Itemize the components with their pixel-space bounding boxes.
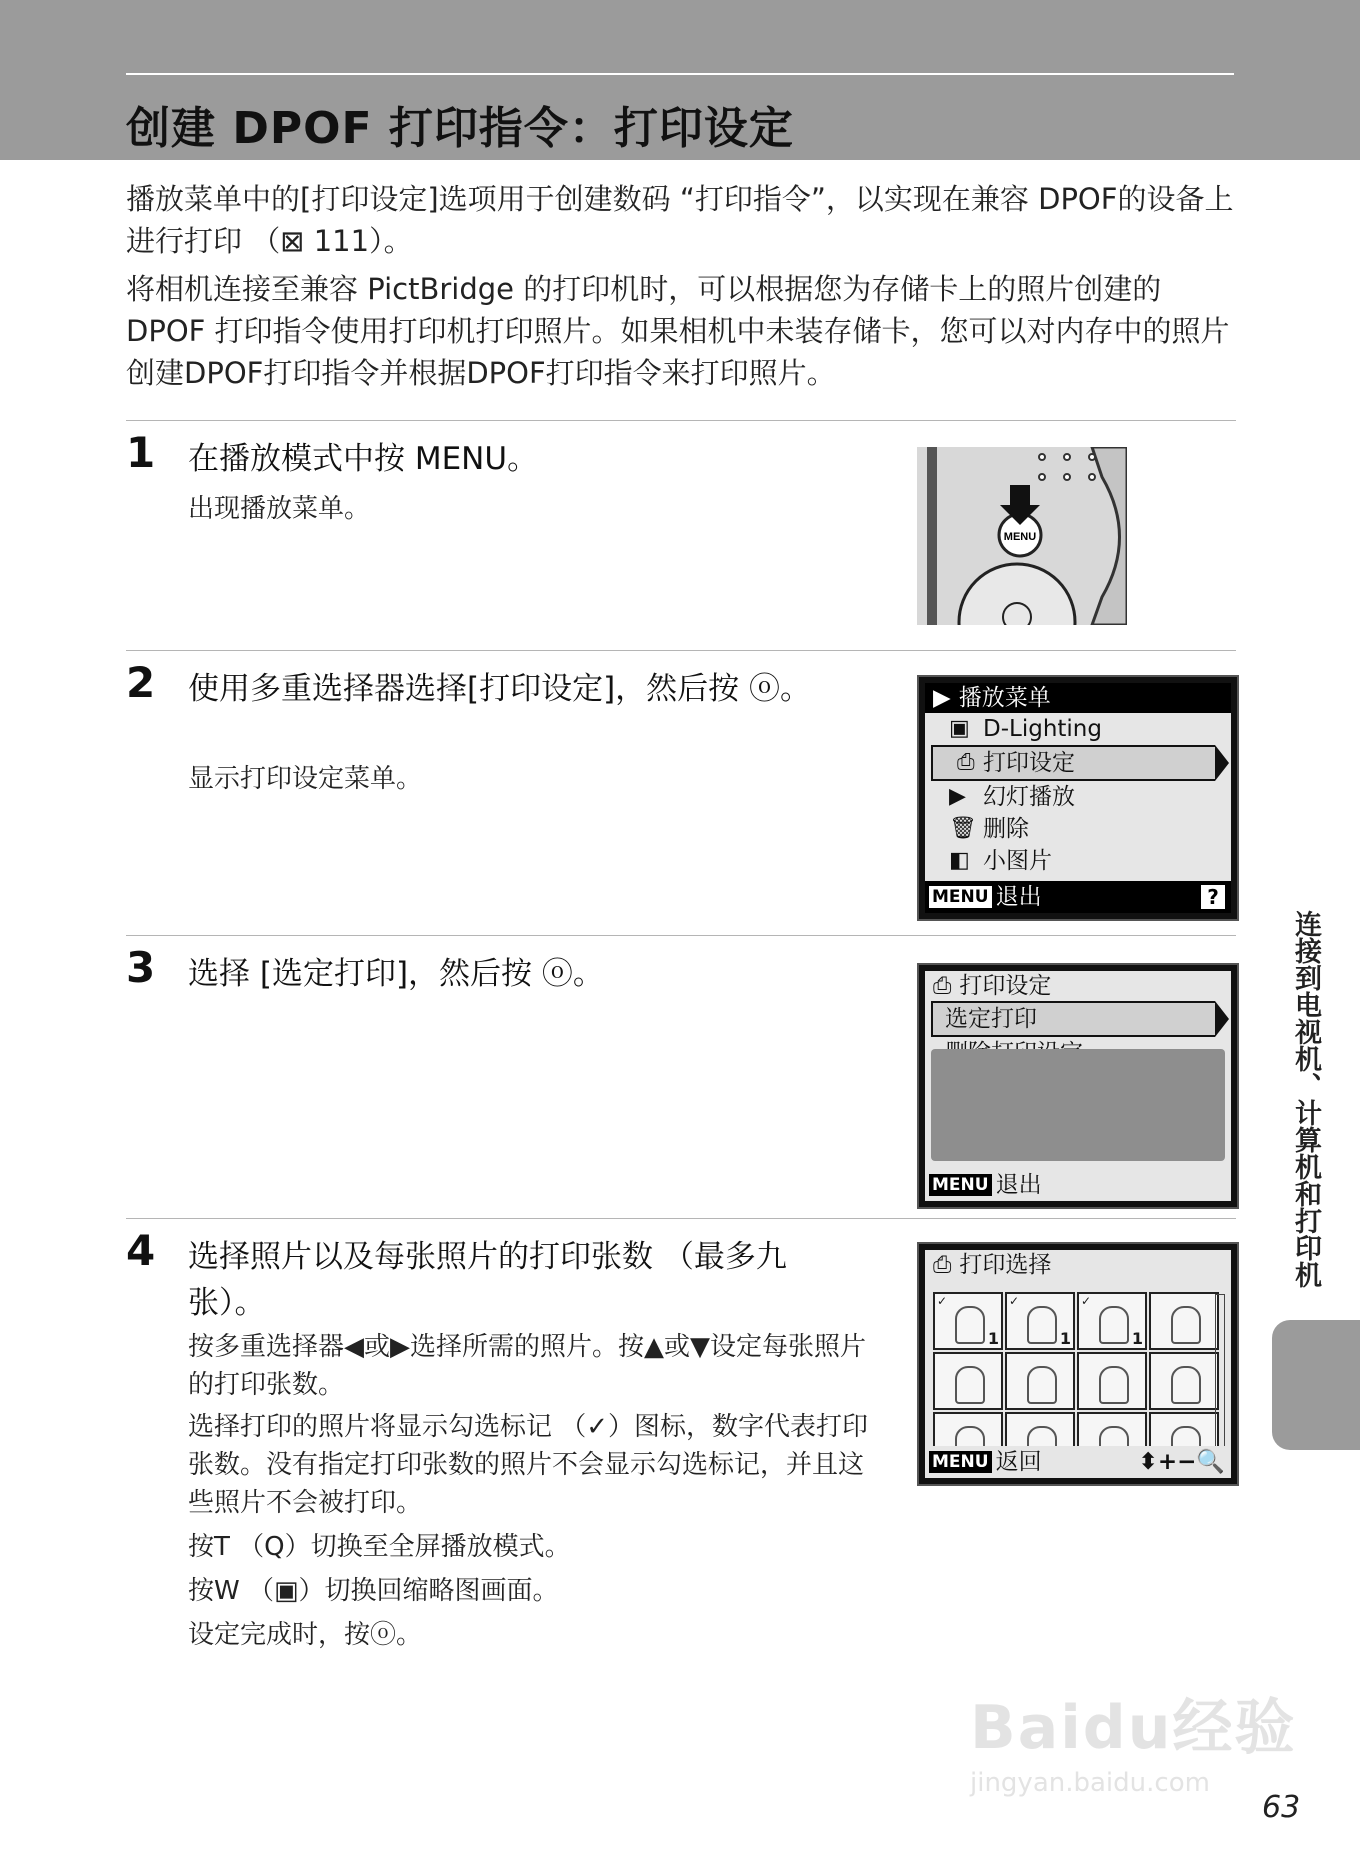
step-4-desc-3: 按T （Q）切换至全屏播放模式。 xyxy=(188,1532,571,1562)
slideshow-icon: ▶ xyxy=(949,784,966,809)
menu-item-small-picture[interactable] xyxy=(925,845,1231,877)
step-4-number: 4 xyxy=(126,1226,156,1275)
photo-subject xyxy=(1027,1366,1057,1404)
back-label: 返回 xyxy=(995,1449,1042,1475)
photo-subject xyxy=(1171,1366,1201,1404)
menu-badge: MENU xyxy=(929,1451,992,1473)
menu-item-label: 删除 xyxy=(983,816,1029,842)
step-4-desc-1: 按多重选择器◀或▶选择所需的照片。按▲或▼设定每张照片的打印张数。 xyxy=(188,1332,866,1400)
menu-badge: MENU xyxy=(929,886,992,908)
blank-panel xyxy=(931,1049,1225,1161)
page-title: 创建 DPOF 打印指令：打印设定 xyxy=(126,103,794,154)
divider xyxy=(126,420,1236,421)
menu-item-d-lighting[interactable] xyxy=(925,713,1231,745)
menu-item-selected-print[interactable]: 选定打印 xyxy=(931,1001,1215,1037)
thumbnail[interactable] xyxy=(1077,1352,1147,1410)
menu-item-print-set[interactable] xyxy=(931,745,1215,781)
print-set-header xyxy=(925,971,1231,1001)
menu-button-label: MENU xyxy=(1003,531,1037,543)
menu-item-delete[interactable] xyxy=(925,813,1231,845)
photo-subject xyxy=(1027,1306,1057,1344)
thumbnail[interactable] xyxy=(933,1292,1003,1350)
thumbnail[interactable] xyxy=(1005,1352,1075,1410)
check-mark-icon: ✓ xyxy=(1009,1294,1020,1308)
playback-menu-screen xyxy=(917,675,1239,921)
page-number: 63 xyxy=(1262,1790,1301,1825)
divider xyxy=(126,935,1236,936)
print-icon: ⎙ xyxy=(957,750,975,775)
menu-item-label: 幻灯播放 xyxy=(983,784,1075,810)
step-1-number: 1 xyxy=(126,428,156,477)
intro-paragraph-2: 将相机连接至兼容 PictBridge 的打印机时，可以根据您为存储卡上的照片创建的 DPOF 打印指令使用打印机打印照片。如果相机中未装存储卡，您可以对内存中的照片创建DPOF打印指令并根据DPOF打印指令来打印照片。 xyxy=(126,272,1230,390)
thumbnail[interactable] xyxy=(933,1352,1003,1410)
thumbnail[interactable] xyxy=(1005,1292,1075,1350)
exit-label: 退出 xyxy=(995,884,1042,910)
playback-menu-header xyxy=(925,683,1231,713)
print-count: 1 xyxy=(987,1329,999,1348)
thumbnail[interactable] xyxy=(1149,1352,1219,1410)
print-set-title: 打印设定 xyxy=(959,973,1052,999)
check-mark-icon: ✓ xyxy=(937,1294,948,1308)
divider xyxy=(126,650,1236,651)
step-4-desc-4: 按W （▣）切换回缩略图画面。 xyxy=(188,1576,559,1606)
baidu-watermark-url: jingyan.baidu.com xyxy=(970,1768,1210,1798)
print-icon: ⎙ xyxy=(933,973,952,999)
check-mark-icon: ✓ xyxy=(1081,1294,1092,1308)
thumbnail[interactable] xyxy=(1077,1292,1147,1350)
photo-subject xyxy=(1099,1366,1129,1404)
print-selection-header xyxy=(925,1250,1231,1280)
step-3-title: 选择 [选定打印]，然后按 ⓞ。 xyxy=(188,956,604,992)
d-lighting-icon: ▣ xyxy=(949,716,970,741)
print-selection-screen xyxy=(917,1242,1239,1486)
play-icon: ▶ xyxy=(933,685,951,711)
print-count: 1 xyxy=(1131,1329,1143,1348)
print-selection-footer xyxy=(925,1446,1231,1478)
step-4-desc-2: 选择打印的照片将显示勾选标记 （✓）图标，数字代表打印张数。没有指定打印张数的照片不会显示勾选标记，并且这些照片不会被打印。 xyxy=(188,1412,869,1518)
menu-item-label: 小图片 xyxy=(983,848,1052,874)
baidu-watermark: Baidu经验 xyxy=(970,1693,1297,1763)
playback-menu-footer xyxy=(925,881,1231,913)
photo-subject xyxy=(1099,1306,1129,1344)
small-picture-icon: ◧ xyxy=(949,848,970,873)
print-icon: ⎙ xyxy=(933,1252,952,1278)
photo-subject xyxy=(1171,1306,1201,1344)
print-count: 1 xyxy=(1059,1329,1071,1348)
menu-item-label: 打印设定 xyxy=(983,750,1075,776)
trash-icon: 🗑 xyxy=(949,816,977,841)
print-set-footer xyxy=(925,1169,1231,1201)
photo-subject xyxy=(955,1366,985,1404)
photo-subject xyxy=(955,1306,985,1344)
footer-controls: ⬍+−🔍 xyxy=(1138,1449,1225,1475)
menu-badge: MENU xyxy=(929,1174,992,1196)
exit-label: 退出 xyxy=(995,1172,1042,1198)
step-3-number: 3 xyxy=(126,943,156,992)
step-1-title: 在播放模式中按 MENU。 xyxy=(188,441,539,477)
step-2-title: 使用多重选择器选择[打印设定]，然后按 ⓞ。 xyxy=(188,671,812,707)
menu-item-label: D-Lighting xyxy=(983,716,1102,742)
thumbnail[interactable] xyxy=(1149,1292,1219,1350)
print-selection-title: 打印选择 xyxy=(959,1252,1052,1278)
step-2-number: 2 xyxy=(126,658,156,707)
step-1-desc: 出现播放菜单。 xyxy=(188,494,371,524)
playback-menu-title: 播放菜单 xyxy=(958,685,1051,711)
header-rule xyxy=(126,73,1234,75)
intro-paragraph-1: 播放菜单中的[打印设定]选项用于创建数码 “打印指令”，以实现在兼容 DPOF的设备上进行打印 （⊠ 111）。 xyxy=(126,182,1234,258)
side-tab-label: 连接到电视机、计算机和打印机 xyxy=(1290,910,1321,1288)
step-4-title: 选择照片以及每张照片的打印张数 （最多九张）。 xyxy=(188,1239,787,1321)
thumbnail-grid xyxy=(933,1292,1223,1470)
step-4-desc-5: 设定完成时，按ⓞ。 xyxy=(188,1620,423,1650)
camera-illustration xyxy=(917,447,1127,625)
divider xyxy=(126,1218,1236,1219)
step-2-desc: 显示打印设定菜单。 xyxy=(188,764,423,794)
side-tab xyxy=(1272,1320,1360,1450)
print-set-screen xyxy=(917,963,1239,1209)
menu-item-slideshow[interactable] xyxy=(925,781,1231,813)
help-icon[interactable]: ? xyxy=(1201,885,1225,909)
